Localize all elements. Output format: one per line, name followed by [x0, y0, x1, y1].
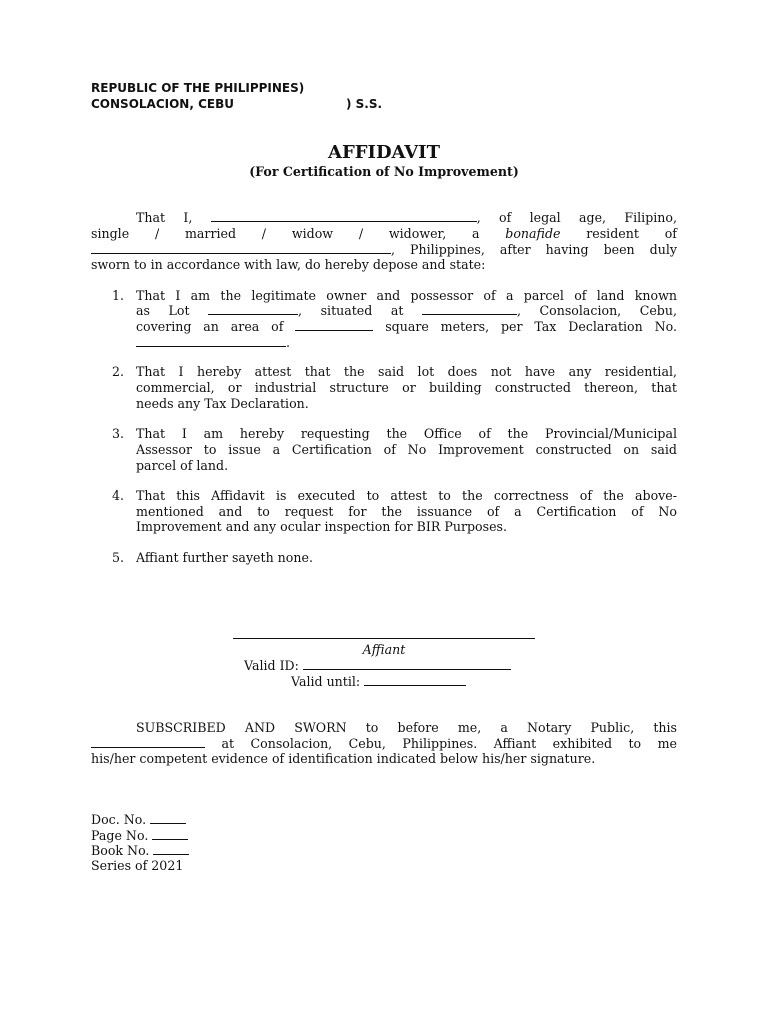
area-blank[interactable]: [295, 319, 373, 331]
venue-ss: ) S.S.: [346, 97, 383, 111]
item-4-number: 4.: [112, 488, 125, 503]
item-4-line-2: mentioned and to request for the issuance of a Certification of No: [136, 504, 677, 519]
item-5-line-1: Affiant further sayeth none.: [136, 550, 313, 565]
valid-until-row: Valid until:: [291, 674, 466, 690]
book-no-row: Book No.: [91, 843, 189, 859]
item-3-line-3: parcel of land.: [136, 458, 229, 473]
jurat-line-2: at Consolacion, Cebu, Philippines. Affiant exhibited to me: [91, 736, 677, 752]
venue-republic: REPUBLIC OF THE PHILIPPINES): [91, 81, 305, 95]
item-1-line-3: covering an area of square meters, per Tax Declaration No.: [136, 319, 677, 334]
item-1-line-1: That I am the legitimate owner and possessor of a parcel of land known: [136, 288, 677, 303]
item-3-line-2: Assessor to issue a Certification of No Improvement constructed on said: [136, 442, 677, 457]
residence-blank[interactable]: [91, 242, 391, 254]
valid-until-blank[interactable]: [364, 674, 466, 686]
doc-no-row: Doc. No.: [91, 812, 186, 828]
doc-no-blank[interactable]: [150, 812, 186, 824]
item-2-line-3: needs any Tax Declaration.: [136, 396, 309, 411]
item-3-number: 3.: [112, 426, 125, 441]
item-1-line-4: .: [136, 335, 290, 351]
jurat-line-3: his/her competent evidence of identification indicated below his/her signature.: [91, 751, 596, 766]
item-1-number: 1.: [112, 288, 125, 303]
intro-line-4: sworn to in accordance with law, do hereby depose and state:: [91, 257, 486, 272]
page-no-blank[interactable]: [152, 828, 188, 840]
lot-number-blank[interactable]: [208, 303, 298, 315]
series-row: Series of 2021: [91, 858, 184, 873]
jurat-date-blank[interactable]: [91, 736, 205, 748]
item-2-line-1: That I hereby attest that the said lot does not have any residential,: [136, 364, 677, 379]
item-3-line-1: That I am hereby requesting the Office of the Provincial/Municipal: [136, 426, 677, 441]
book-no-blank[interactable]: [153, 843, 189, 855]
venue-municipality: CONSOLACION, CEBU: [91, 97, 234, 111]
affiant-name-blank[interactable]: [211, 210, 477, 222]
document-subtitle: (For Certification of No Improvement): [249, 164, 519, 179]
item-4-line-3: Improvement and any ocular inspection for BIR Purposes.: [136, 519, 508, 534]
item-1-line-2: as Lot , situated at , Consolacion, Cebu,: [136, 303, 677, 318]
document-title: AFFIDAVIT: [328, 142, 440, 163]
valid-id-blank[interactable]: [303, 658, 511, 670]
item-2-line-2: commercial, or industrial structure or building constructed thereon, that: [136, 380, 677, 395]
location-blank[interactable]: [422, 303, 517, 315]
item-4-line-1: That this Affidavit is executed to attest to the correctness of the above-: [136, 488, 677, 503]
item-5-number: 5.: [112, 550, 125, 565]
tax-declaration-blank[interactable]: [136, 335, 286, 347]
jurat-line-1: SUBSCRIBED AND SWORN to before me, a Notary Public, this: [136, 720, 677, 735]
intro-line-3: , Philippines, after having been duly: [91, 242, 677, 258]
item-2-number: 2.: [112, 364, 125, 379]
affiant-label: Affiant: [362, 642, 406, 657]
affiant-signature-line[interactable]: [233, 638, 535, 639]
valid-id-row: Valid ID:: [244, 658, 511, 674]
intro-line-2: single / married / widow / widower, a bonafide resident of: [91, 226, 677, 241]
page-no-row: Page No.: [91, 828, 188, 844]
intro-line-1: That I, , of legal age, Filipino,: [136, 210, 677, 225]
